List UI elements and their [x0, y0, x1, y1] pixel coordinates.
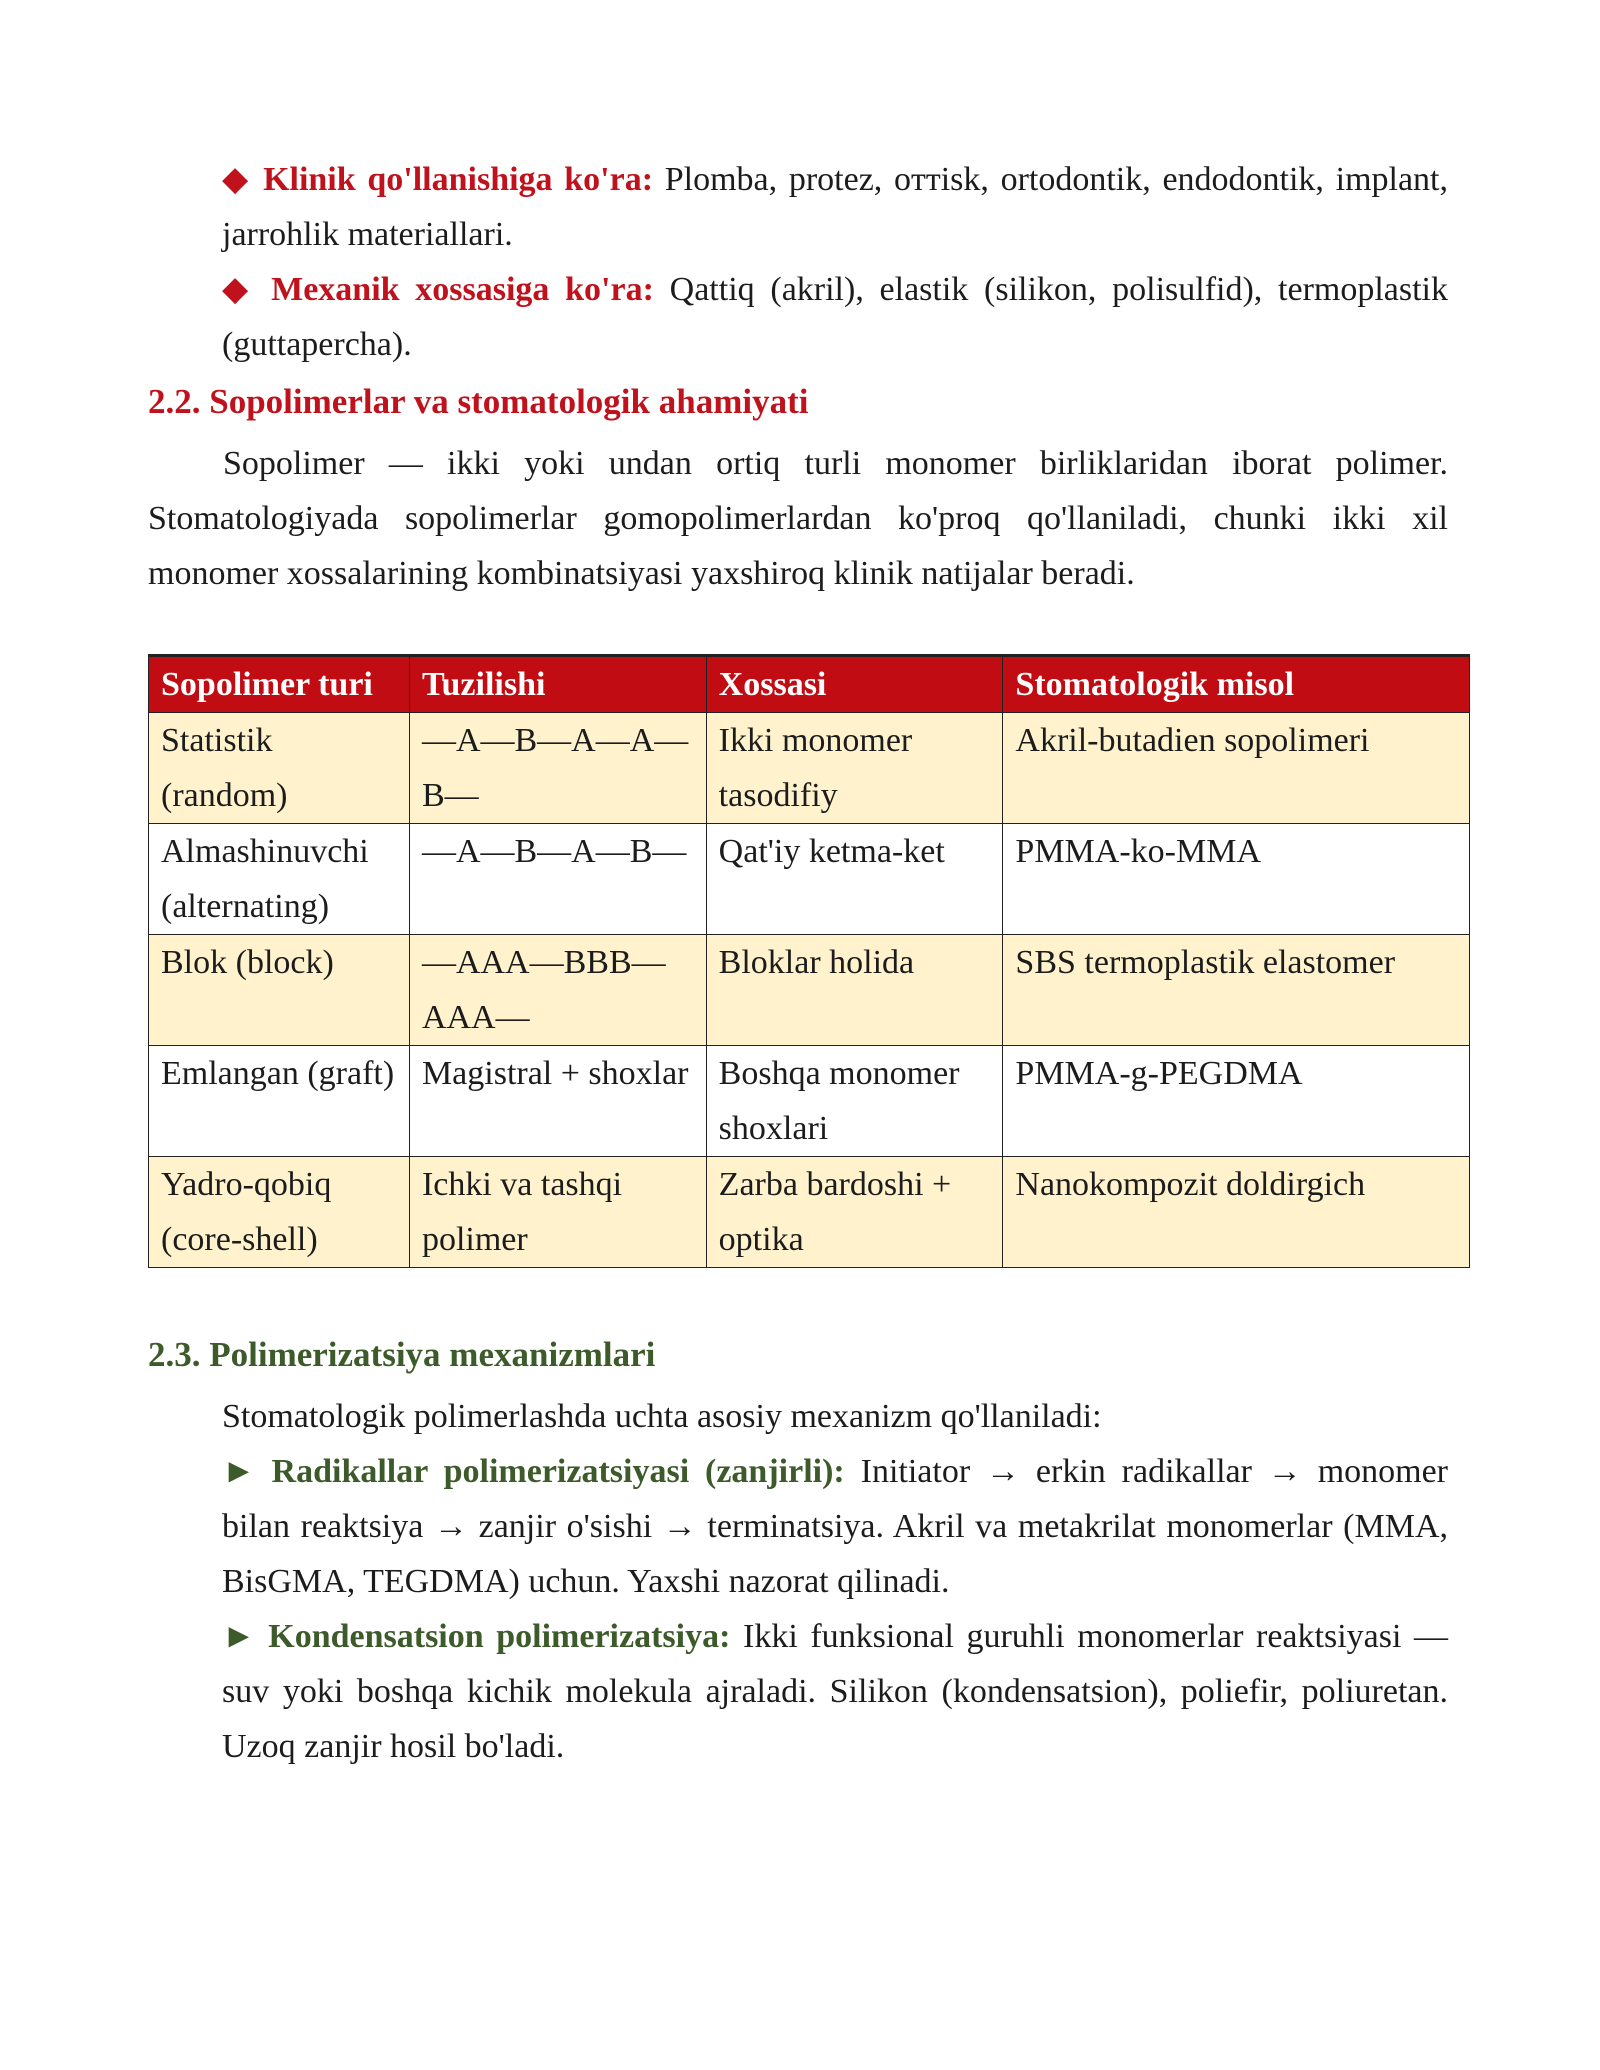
- table-cell: —A—B—A—A—B—: [409, 713, 706, 824]
- table-cell: PMMA-g-PEGDMA: [1003, 1046, 1470, 1157]
- table-cell: Bloklar holida: [706, 935, 1003, 1046]
- table-cell: Statistik (random): [149, 713, 410, 824]
- table-row: [149, 1157, 1470, 1268]
- table-header-cell: Xossasi: [706, 656, 1003, 713]
- table-cell: Yadro-qobiq (core-shell): [149, 1157, 410, 1268]
- table-row: [149, 824, 1470, 935]
- table-cell: —A—B—A—B—: [409, 824, 706, 935]
- section-intro-2-3: Stomatologik polimerlashda uchta asosiy mexanizm qo'llaniladi:: [222, 1398, 1102, 1435]
- list-item-klinik: [222, 152, 1448, 262]
- table-cell: Nanokompozit doldirgich: [1003, 1157, 1470, 1268]
- table-cell: —AAA—BBB—AAA—: [409, 935, 706, 1046]
- table-cell: Blok (block): [149, 935, 410, 1046]
- list-item-text: Qattiq (akril), elastik (silikon, polisulfid), termoplastik (guttapercha).: [222, 271, 1448, 363]
- table-row: [149, 713, 1470, 824]
- table-cell: Emlangan (graft): [149, 1046, 410, 1157]
- section-heading-2-2: 2.2. Sopolimerlar va stomatologik ahamiyati: [148, 382, 809, 421]
- list-item-text: Ikki funksional guruhli monomerlar reaktsiyasi — suv yoki boshqa kichik molekula ajraladi. Silikon (kondensatsion), poliefir, poliuretan. Uzoq zanjir hosil bo'ladi.: [222, 1618, 1449, 1765]
- table-cell: PMMA-ko-MMA: [1003, 824, 1470, 935]
- table-cell: Ikki monomer tasodifiy: [706, 713, 1003, 824]
- table-row: [149, 935, 1470, 1046]
- triangle-bullet-icon: ►: [222, 1618, 256, 1655]
- diamond-bullet-icon: ◆: [222, 161, 252, 198]
- list-item-label: Klinik qo'llanishiga ko'ra:: [263, 161, 654, 198]
- list-item-text: Initiator → erkin radikallar → monomer bilan reaktsiya → zanjir o'sishi → terminatsiya. Akril va metakrilat monomerlar (MMA, BisGMA, TEGDMA) uchun. Yaxshi nazorat qilinadi.: [222, 1453, 1449, 1600]
- list-item-mexanik: [222, 262, 1448, 372]
- list-item-radikal: [222, 1444, 1448, 1609]
- table-cell: Zarba bardoshi + optika: [706, 1157, 1003, 1268]
- table-cell: SBS termoplastik elastomer: [1003, 935, 1470, 1046]
- table-cell: Boshqa monomer shoxlari: [706, 1046, 1003, 1157]
- table-row: [149, 1046, 1470, 1157]
- table-header-cell: Stomatologik misol: [1003, 656, 1470, 713]
- table-cell: Akril-butadien sopolimeri: [1003, 713, 1470, 824]
- section-heading-2-3: 2.3. Polimerizatsiya mexanizmlari: [148, 1335, 656, 1374]
- table-header-cell: Sopolimer turi: [149, 656, 410, 713]
- table-header-row: [149, 656, 1470, 713]
- triangle-bullet-icon: ►: [222, 1453, 256, 1490]
- list-item-label: Kondensatsion polimerizatsiya:: [268, 1618, 731, 1655]
- section-paragraph-2-2: Sopolimer — ikki yoki undan ortiq turli monomer birliklaridan iborat polimer. Stomatologiyada sopolimerlar gomopolimerlardan ko'proq qo'llaniladi, chunki ikki xil monomer xossalarining kombinatsiyasi yaxshiroq klinik natijalar beradi.: [148, 445, 1448, 592]
- table-cell: Almashinuvchi (alternating): [149, 824, 410, 935]
- table-header-cell: Tuzilishi: [409, 656, 706, 713]
- diamond-bullet-icon: ◆: [222, 271, 256, 308]
- list-item-label: Radikallar polimerizatsiyasi (zanjirli):: [271, 1453, 845, 1490]
- table-cell: Qat'iy ketma-ket: [706, 824, 1003, 935]
- list-item-label: Mexanik xossasiga ko'ra:: [271, 271, 654, 308]
- table-cell: Ichki va tashqi polimer: [409, 1157, 706, 1268]
- table-cell: Magistral + shoxlar: [409, 1046, 706, 1157]
- list-item-text: Plomba, protez, oттisk, ortodontik, endodontik, implant, jarrohlik materiallari.: [222, 161, 1448, 253]
- list-item-kondensatsion: [222, 1609, 1448, 1774]
- copolymer-table: [148, 654, 1470, 1268]
